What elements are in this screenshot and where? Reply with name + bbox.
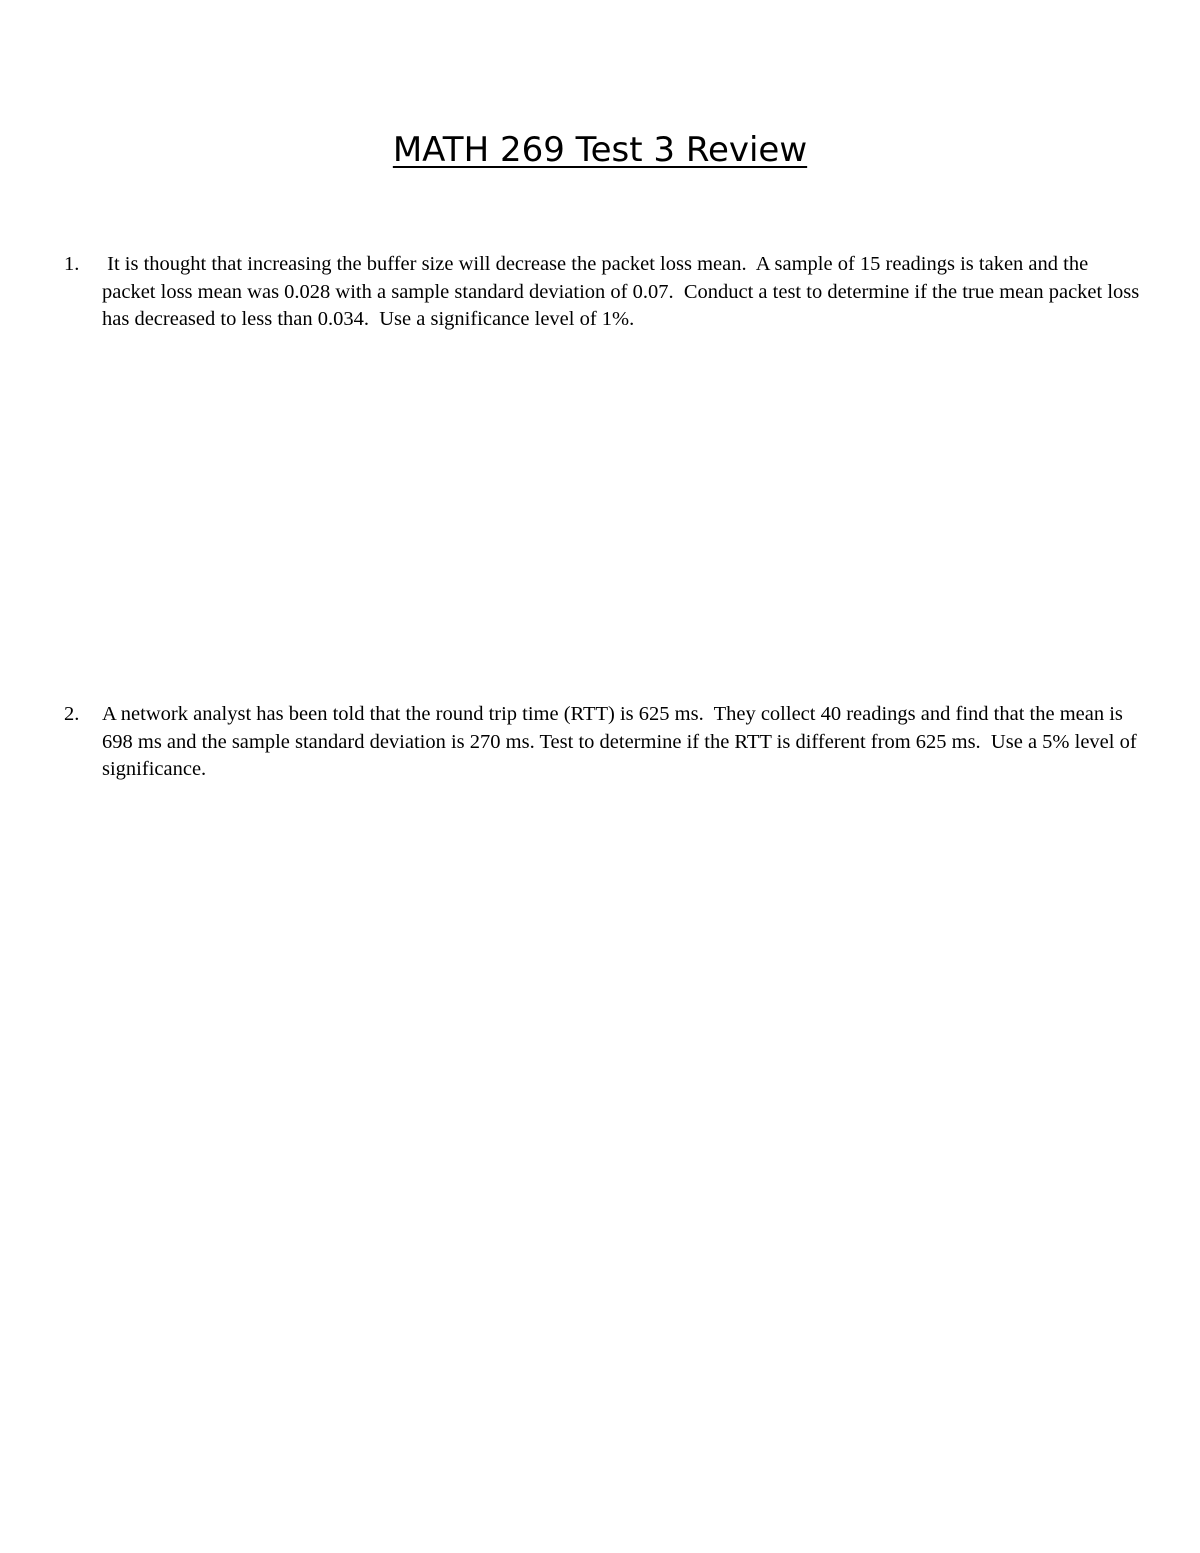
question-number: 2. <box>64 703 80 725</box>
question-2 <box>64 701 1144 784</box>
question-1 <box>64 251 1144 334</box>
question-text: A network analyst has been told that the round trip time (RTT) is 625 ms. They collect 40 readings and find that the mean is 698 ms and the sample standard deviation is 270 ms. Test to determine if the RTT is different from 625 ms. Use a 5% level of significance. <box>102 703 1142 780</box>
page-title-text: MATH 269 Test 3 Review <box>392 130 808 170</box>
question-number: 1. <box>64 253 80 275</box>
question-text: It is thought that increasing the buffer size will decrease the packet loss mean. A sample of 15 readings is taken and the packet loss mean was 0.028 with a sample standard deviation of 0.07. Conduct a test to determine if the true mean packet loss has decreased to less than 0.034. Use a significance level of 1%. <box>102 253 1145 330</box>
page-title <box>0 126 1200 174</box>
